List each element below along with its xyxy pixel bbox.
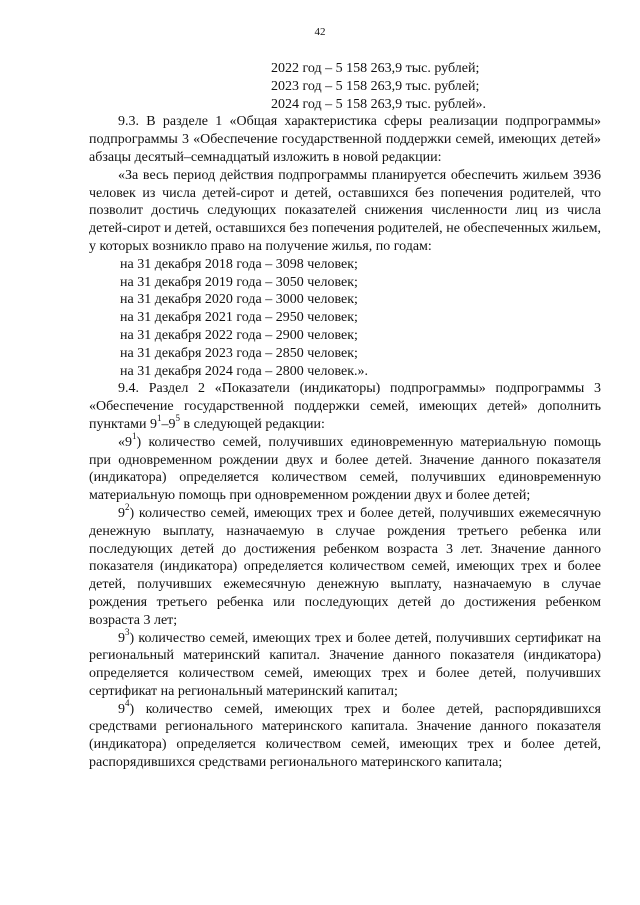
- item-superscript: 1: [132, 431, 137, 442]
- date-target-line: на 31 декабря 2020 года – 3000 человек;: [120, 292, 358, 308]
- paragraph-9-3: 9.3. В разделе 1 «Общая характеристика сферы реализации подпрограммы» подпрограммы 3 «Обеспечение государственной поддержки семей, имеющих детей» абзацы десятый–семнадцатый изложить в новой редакции:: [89, 114, 601, 165]
- indicator-item-9-3: [89, 626, 601, 701]
- date-target-line: на 31 декабря 2018 года – 3098 человек;: [120, 256, 358, 272]
- item-superscript: 4: [125, 698, 130, 709]
- date-target-line: на 31 декабря 2022 года – 2900 человек;: [120, 327, 358, 343]
- p94-superscript-5: 5: [175, 413, 180, 424]
- page-number: 42: [314, 26, 326, 38]
- date-target-line: на 31 декабря 2021 года – 2950 человек;: [120, 310, 358, 326]
- budget-year-line: 2023 год – 5 158 263,9 тыс. рублей;: [271, 78, 480, 94]
- budget-year-line: 2024 год – 5 158 263,9 тыс. рублей».: [271, 96, 486, 112]
- item-superscript: 3: [125, 626, 130, 637]
- p94-superscript-1: 1: [156, 413, 162, 424]
- date-target-line: на 31 декабря 2023 года – 2850 человек;: [120, 345, 358, 361]
- quoted-paragraph: «За весь период действия подпрограммы планируется обеспечить жильем 3936 человек из числа детей-сирот и детей, оставшихся без попечения родителей, что позволит достичь следующих показателей снижения численности лиц из числа детей-сирот и детей, оставшихся без попечения родителей, не обеспеченных жильем, у которых возникло право на получение жилья, по годам:: [89, 167, 601, 254]
- item-text: ) количество семей, получивших единовременную материальную помощь при одновременном рождении двух и более детей. Значение данного показателя (индикатора) определяется количеством семей, получивших единовременную материальную помощь при одновременном рождении двух и более детей;: [89, 434, 601, 504]
- date-target-line: на 31 декабря 2024 года – 2800 человек.».: [120, 363, 369, 379]
- item-text: ) количество семей, имеющих трех и более детей, получивших сертификат на региональный материнский капитал. Значение данного показателя (индикатора) определяется количеством семей, имеющих трех и более детей, получивших сертификат на региональный материнский капитал;: [89, 630, 601, 699]
- page-content: [89, 60, 601, 772]
- p94-text-c: в следующей редакции:: [179, 416, 325, 432]
- indicator-item-9-2: [89, 502, 601, 630]
- paragraph-9-4: [89, 380, 601, 433]
- item-number: 9: [118, 630, 125, 646]
- item-text: ) количество семей, имеющих трех и более детей, распорядившихся средствами регионального материнского капитала. Значение данного показателя (индикатора) определяется количеством семей, имеющих трех и более детей, распорядившихся средствами регионального материнского капитала;: [89, 701, 601, 771]
- item-number: «9: [118, 434, 132, 450]
- p94-text-a: 9.4. Раздел 2 «Показатели (индикаторы) подпрограммы» подпрограммы 3 «Обеспечение государственной поддержки семей, имеющих детей» дополнить пунктами 9: [89, 381, 601, 432]
- date-target-line: на 31 декабря 2019 года – 3050 человек;: [120, 274, 358, 290]
- item-number: 9: [118, 505, 125, 521]
- item-text: ) количество семей, имеющих трех и более детей, получивших ежемесячную денежную выплату, назначаемую в случае рождения третьего ребенка или последующих детей до достижения ребенком возраста 3 лет. Значение данного показателя (индикатора) определяется количеством семей, имеющих трех и более детей, получивших ежемесячную денежную выплату, назначаемую в случае рождения третьего ребенка или последующих детей до достижения ребенком возраста 3 лет;: [89, 505, 601, 628]
- indicator-item-9-4: [89, 698, 601, 772]
- item-number: 9: [118, 701, 125, 717]
- item-superscript: 2: [125, 502, 130, 513]
- indicator-item-9-1: [89, 431, 601, 505]
- p94-text-b: –9: [161, 416, 176, 432]
- budget-year-line: 2022 год – 5 158 263,9 тыс. рублей;: [271, 61, 480, 76]
